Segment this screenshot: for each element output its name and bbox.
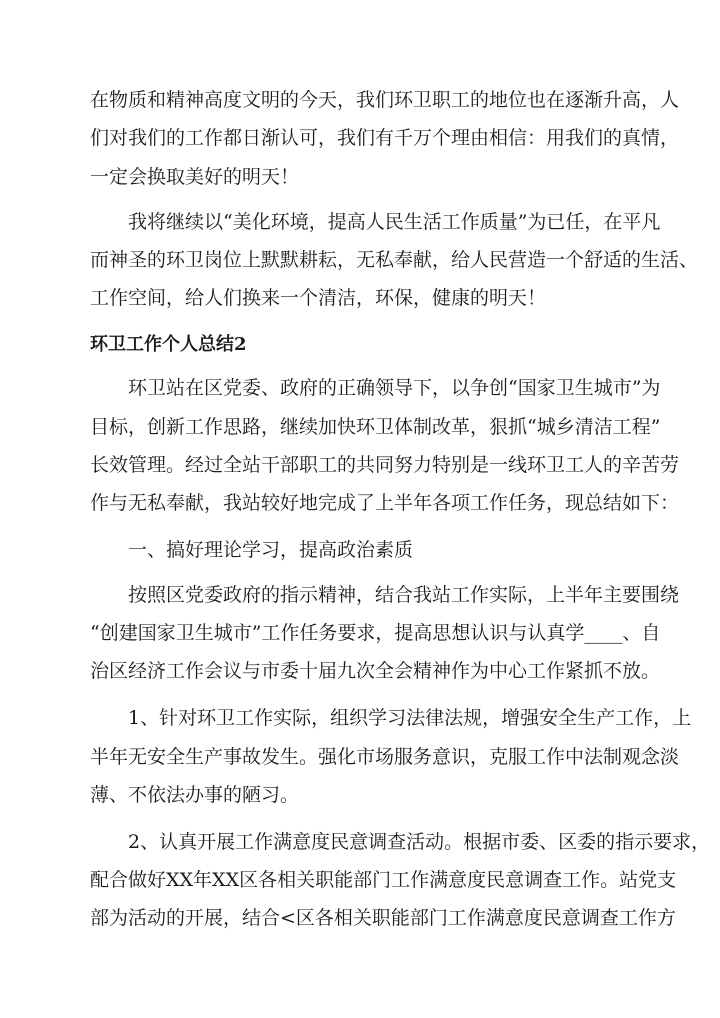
subheading: 一、搞好理论学习，提高政治素质: [128, 539, 414, 561]
text-line: 我将继续以“美化环境，提高人民生活工作质量”为已任，在平凡: [128, 211, 661, 233]
text-line: 在物质和精神高度文明的今天，我们环卫职工的地位也在逐渐升高，人: [90, 89, 680, 111]
text-line: 1、针对环卫工作实际，组织学习法律法规，增强安全生产工作，上: [128, 707, 692, 729]
text-line: 长效管理。经过全站干部职工的共同努力特别是一线环卫工人的辛苦劳: [90, 454, 680, 476]
text-line: 作与无私奉献，我站较好地完成了上半年各项工作任务，现总结如下：: [90, 492, 680, 514]
text-line: 2、认真开展工作满意度民意调查活动。根据市委、区委的指示要求，: [128, 831, 711, 853]
text-line: 配合做好XX年XX区各相关职能部门工作满意度民意调查工作。站党支: [90, 869, 677, 891]
text-line: 而神圣的环卫岗位上默默耕耘，无私奉献，给人民营造一个舒适的生活、: [90, 249, 699, 271]
text-line: 治区经济工作会议与市委十届九次全会精神作为中心工作紧抓不放。: [90, 660, 661, 682]
text-line: 薄、不依法办事的陋习。: [90, 784, 300, 806]
text-line: “创建国家卫生城市”工作任务要求，提高思想认识与认真学____、自: [90, 622, 661, 644]
text-line: 按照区党委政府的指示精神，结合我站工作实际，上半年主要围绕: [128, 584, 680, 606]
text-line: 目标，创新工作思路，继续加快环卫体制改革，狠抓“城乡清洁工程”: [90, 416, 661, 438]
text-line: 半年无安全生产事故发生。强化市场服务意识，克服工作中法制观念淡: [90, 746, 680, 768]
section-heading: 环卫工作个人总结2: [90, 334, 247, 355]
text-line: 部为活动的开展，结合<区各相关职能部门工作满意度民意调查工作方: [90, 907, 676, 929]
text-line: 环卫站在区党委、政府的正确领导下，以争创“国家卫生城市”为: [128, 377, 661, 399]
text-line: 一定会换取美好的明天！: [90, 166, 300, 188]
text-line: 工作空间，给人们换来一个清洁，环保，健康的明天！: [90, 287, 547, 309]
text-line: 们对我们的工作都日渐认可，我们有千万个理由相信：用我们的真情，: [90, 127, 680, 149]
